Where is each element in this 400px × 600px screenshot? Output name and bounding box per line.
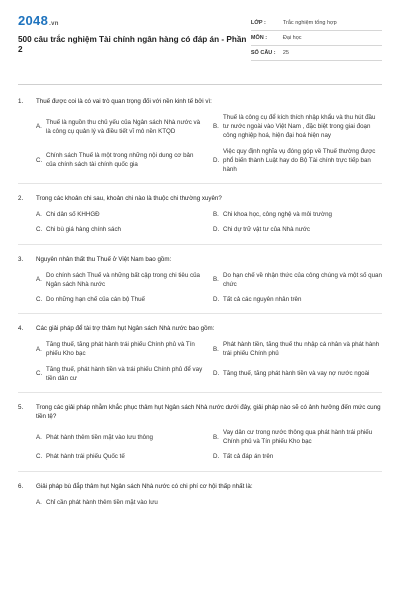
option-letter: C.	[36, 296, 43, 304]
answer-option-c[interactable]	[36, 225, 205, 234]
option-letter: A.	[36, 123, 42, 131]
option-text: Chính sách Thuế là một trong những nội dung cơ bản của chính sách tài chính quốc gia	[46, 152, 194, 169]
option-letter: B.	[213, 433, 219, 441]
option-text: Phát hành tiền, tăng thuế thu nhập cá nhân và phát hành trái phiếu Chính phủ	[223, 341, 380, 358]
option-text: Chi khoa học, công nghệ và môi trường	[223, 211, 332, 219]
meta-value: Đại học	[282, 35, 302, 41]
question-header	[18, 324, 382, 333]
option-letter: A.	[36, 433, 42, 441]
logo-domain: .vn	[49, 21, 59, 27]
question-6	[18, 482, 382, 507]
option-text: Chi dân số KHHGĐ	[46, 211, 100, 219]
option-letter: B.	[213, 276, 219, 284]
meta-value: 25	[282, 50, 289, 56]
question-header	[18, 482, 382, 491]
option-letter: A.	[36, 211, 42, 219]
answer-option-a[interactable]	[36, 210, 205, 219]
option-text: Chỉ cần phát hành thêm tiền mặt vào lưu	[46, 498, 158, 506]
question-divider	[18, 244, 382, 245]
answer-options	[18, 113, 382, 174]
answer-option-a[interactable]	[36, 113, 205, 141]
question-1	[18, 97, 382, 174]
question-3	[18, 255, 382, 305]
answer-option-d[interactable]	[213, 225, 382, 234]
logo-text: 2048	[18, 13, 49, 28]
answer-options	[18, 271, 382, 305]
answer-option-d[interactable]	[213, 452, 382, 461]
answer-option-c[interactable]	[36, 295, 205, 304]
answer-option-a[interactable]	[36, 498, 205, 507]
answer-option-b[interactable]	[213, 271, 382, 289]
option-text: Tăng thuế, tăng phát hành tiền và vay nợ nước ngoài	[223, 370, 370, 378]
question-number: 5.	[18, 404, 24, 412]
meta-label: LỚP :	[250, 20, 266, 26]
meta-table	[251, 16, 382, 61]
answer-options	[18, 498, 382, 507]
question-text: Các giải pháp để tài trợ thâm hụt Ngân sách Nhà nước bao gồm:	[36, 325, 215, 333]
answer-option-c[interactable]	[36, 365, 205, 383]
answer-option-d[interactable]	[213, 365, 382, 383]
answer-options	[18, 428, 382, 462]
option-text: Do chính sách Thuế và những bất cập trong chi tiêu của Ngân sách Nhà nước	[46, 271, 201, 288]
worksheet-header	[18, 14, 382, 78]
question-divider	[18, 313, 382, 314]
option-text: Thuế là nguồn thu chủ yếu của Ngân sách Nhà nước và là công cụ quản lý và điều tiết vĩ mô nền KTQD	[46, 118, 201, 135]
option-text: Vay dân cư trong nước thông qua phát hành trái phiếu Chính phủ và Tín phiếu Kho bạc	[223, 429, 373, 446]
option-text: Tăng thuế, phát hành tiền và trái phiếu Chính phủ để vay tiền dân cư	[46, 365, 203, 382]
question-header	[18, 403, 382, 421]
meta-label: MÔN :	[250, 35, 268, 41]
answer-options	[18, 210, 382, 234]
option-letter: B.	[213, 123, 219, 131]
question-header	[18, 194, 382, 203]
option-text: Phát hành trái phiếu Quốc tế	[46, 453, 125, 461]
header-left	[18, 14, 251, 55]
option-letter: D.	[213, 453, 220, 461]
question-number: 4.	[18, 325, 24, 333]
answer-option-b[interactable]	[213, 113, 382, 141]
answer-option-d[interactable]	[213, 295, 382, 304]
answer-option-b[interactable]	[213, 210, 382, 219]
answer-option-a[interactable]	[36, 428, 205, 446]
option-text: Việc quy định nghĩa vụ đóng góp về Thuế thường được phổ biến thành Luật hay do Bộ Tài chính trực tiếp ban hành	[223, 147, 376, 174]
site-logo[interactable]	[18, 14, 251, 31]
option-text: Tăng thuế, tăng phát hành trái phiếu Chính phủ và Tín phiếu Kho bạc	[46, 341, 195, 358]
meta-row-count	[251, 46, 382, 61]
question-2	[18, 194, 382, 234]
answer-options	[18, 340, 382, 383]
question-number: 2.	[18, 195, 24, 203]
option-text: Thuế là công cụ để kích thích nhập khẩu và thu hút đầu tư nước ngoài vào Việt Nam , đặc biệt trong giai đoạn công nghiệp hoá, hiện đại hoá hiện nay	[223, 114, 376, 140]
answer-option-c[interactable]	[36, 452, 205, 461]
option-letter: C.	[36, 453, 43, 461]
option-letter: C.	[36, 226, 43, 234]
question-number: 6.	[18, 482, 24, 490]
question-header	[18, 255, 382, 264]
option-text: Do hạn chế về nhận thức của công chúng và một số quan chức	[223, 271, 382, 288]
option-letter: B.	[213, 211, 219, 219]
meta-row-class	[251, 16, 382, 31]
question-divider	[18, 183, 382, 184]
option-letter: A.	[36, 276, 42, 284]
question-text: Giải pháp bù đắp thâm hụt Ngân sách Nhà nước có chi phí cơ hội thấp nhất là:	[36, 482, 253, 490]
answer-option-a[interactable]	[36, 271, 205, 289]
option-letter: D.	[213, 370, 220, 378]
question-text: Thuế được coi là có vai trò quan trọng đối với nền kinh tế bởi vì:	[36, 98, 212, 105]
answer-option-b[interactable]	[213, 428, 382, 446]
answer-option-d[interactable]	[213, 147, 382, 175]
question-4	[18, 324, 382, 383]
question-text: Nguyên nhân thất thu Thuế ở Việt Nam bao gồm:	[36, 255, 172, 263]
question-number: 1.	[18, 98, 24, 105]
question-5	[18, 403, 382, 462]
option-letter: D.	[213, 296, 220, 304]
meta-value: Trắc nghiệm tổng hợp	[282, 20, 337, 26]
option-text: Chi bù giá hàng chính sách	[46, 226, 121, 234]
option-letter: C.	[36, 156, 43, 164]
option-text: Do những hạn chế của cán bộ Thuế	[46, 296, 145, 304]
option-text: Chi dự trữ vật tư của Nhà nước	[223, 226, 310, 234]
option-text: Tất cả đáp án trên	[223, 453, 274, 461]
option-letter: D.	[213, 156, 220, 164]
question-header	[18, 97, 382, 106]
answer-option-c[interactable]	[36, 147, 205, 175]
answer-option-b[interactable]	[213, 340, 382, 358]
option-letter: D.	[213, 226, 220, 234]
option-letter: A.	[36, 345, 42, 353]
question-number: 3.	[18, 255, 24, 263]
question-divider	[18, 471, 382, 472]
option-letter: A.	[36, 498, 42, 506]
document-title: 500 câu trắc nghiệm Tài chính ngân hàng có đáp án - Phần 2	[18, 35, 247, 54]
question-text: Trong các khoản chi sau, khoản chi nào là thuộc chi thường xuyên?	[36, 195, 222, 203]
option-letter: C.	[36, 370, 43, 378]
question-text: Trong các giải pháp nhằm khắc phục thâm hụt Ngân sách Nhà nước dưới đây, giải pháp nào sẽ có ảnh hưởng đến mức cung tiền tệ?	[36, 404, 381, 421]
option-text: Tất cả các nguyên nhân trên	[223, 296, 302, 304]
meta-row-subject	[251, 31, 382, 46]
option-letter: B.	[213, 345, 219, 353]
answer-option-a[interactable]	[36, 340, 205, 358]
option-text: Phát hành thêm tiền mặt vào lưu thông	[46, 433, 153, 441]
header-divider	[18, 84, 382, 85]
question-divider	[18, 392, 382, 393]
meta-label: SỐ CÂU :	[250, 50, 276, 56]
